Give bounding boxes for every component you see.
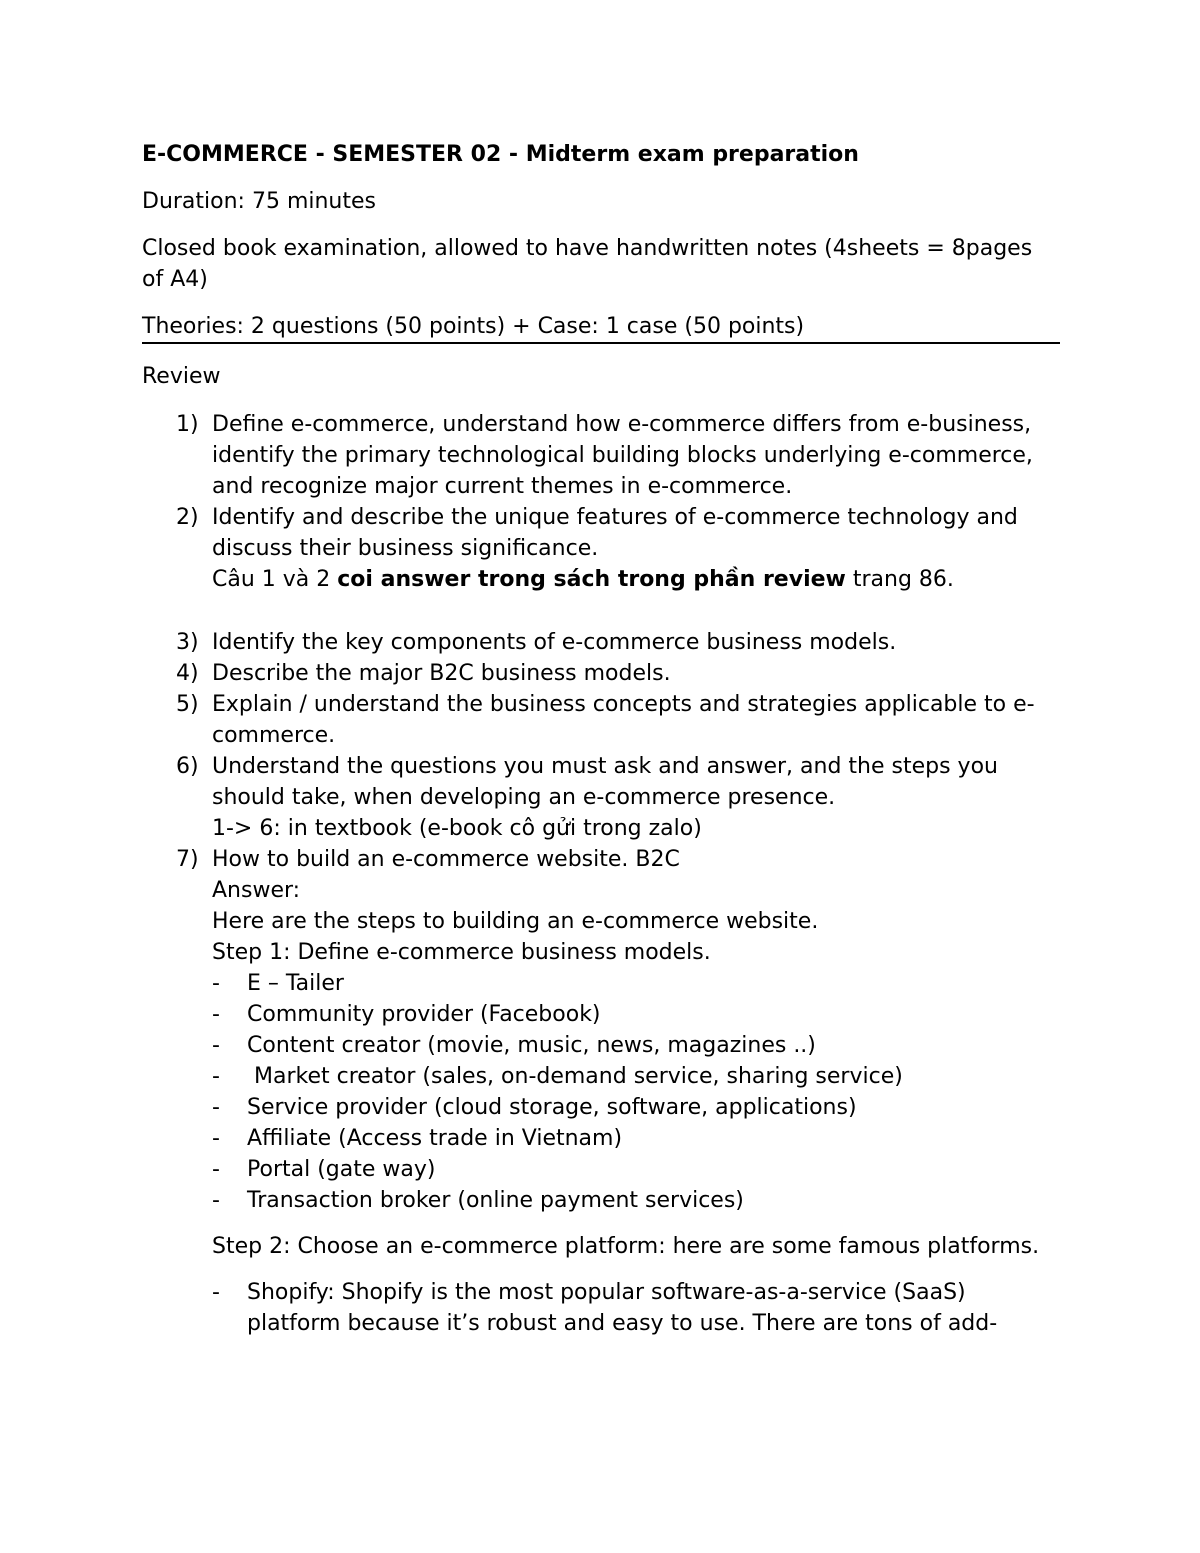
spacer xyxy=(212,1262,1060,1277)
review-list xyxy=(142,409,1060,1339)
list-item-text: Community provider (Facebook) xyxy=(247,1002,601,1027)
dash-bullet: - xyxy=(212,1126,220,1151)
spacer xyxy=(142,595,1060,627)
exam-structure-line: Theories: 2 questions (50 points) + Case: 1 case (50 points) xyxy=(142,311,1060,344)
dash-bullet: - xyxy=(212,971,220,996)
review-item-7 xyxy=(142,844,1060,1339)
answer-label: Answer: xyxy=(212,878,301,903)
item-note: 1-> 6: in textbook (e-book cô gửi trong zalo) xyxy=(212,816,702,841)
list-item xyxy=(212,1277,1060,1339)
dash-bullet: - xyxy=(212,1280,220,1305)
list-item xyxy=(212,1061,1060,1092)
item-number: 1) xyxy=(176,412,199,437)
item-text: Identify and describe the unique features of e-commerce technology and discuss their business significance. xyxy=(212,505,1018,561)
list-item-text: Transaction broker (online payment services) xyxy=(247,1188,744,1213)
step-2: Step 2: Choose an e-commerce platform: here are some famous platforms. xyxy=(212,1234,1040,1259)
list-item-text: E – Tailer xyxy=(247,971,344,996)
item-number: 2) xyxy=(176,505,199,530)
duration-line: Duration: 75 minutes xyxy=(142,189,376,214)
review-item-1 xyxy=(142,409,1060,502)
list-item xyxy=(212,1092,1060,1123)
list-item xyxy=(212,1154,1060,1185)
review-item-3 xyxy=(142,627,1060,658)
document-page xyxy=(142,139,1060,1339)
list-item xyxy=(212,999,1060,1030)
dash-bullet: - xyxy=(212,1064,220,1089)
list-item-text: Affiliate (Access trade in Vietnam) xyxy=(247,1126,623,1151)
note-bold: coi answer trong sách trong phần review xyxy=(337,567,846,592)
list-item-text: Market creator (sales, on-demand service, sharing service) xyxy=(247,1064,903,1089)
list-item xyxy=(212,1185,1060,1216)
dash-bullet: - xyxy=(212,1033,220,1058)
step-1: Step 1: Define e-commerce business models. xyxy=(212,940,711,965)
list-item-text: Shopify: Shopify is the most popular software-as-a-service (SaaS) platform because it’s robust and easy to use. There are tons of add- xyxy=(247,1280,998,1336)
business-models-list xyxy=(212,968,1060,1216)
item-number: 4) xyxy=(176,661,199,686)
answer-intro: Here are the steps to building an e-commerce website. xyxy=(212,909,819,934)
review-item-4 xyxy=(142,658,1060,689)
item-text: Understand the questions you must ask and answer, and the steps you should take, when developing an e-commerce presence. xyxy=(212,754,998,810)
item-text: Explain / understand the business concepts and strategies applicable to e-commerce. xyxy=(212,692,1035,748)
list-item-text: Service provider (cloud storage, software, applications) xyxy=(247,1095,857,1120)
review-item-2 xyxy=(142,502,1060,595)
dash-bullet: - xyxy=(212,1095,220,1120)
item-number: 5) xyxy=(176,692,199,717)
closed-book-note: Closed book examination, allowed to have handwritten notes (4sheets = 8pages of A4) xyxy=(142,236,1033,292)
item-number: 7) xyxy=(176,847,199,872)
list-item-text: Portal (gate way) xyxy=(247,1157,436,1182)
spacer xyxy=(212,1216,1060,1231)
item-text: How to build an e-commerce website. B2C xyxy=(212,847,680,872)
list-item xyxy=(212,1123,1060,1154)
document-title: E-COMMERCE - SEMESTER 02 - Midterm exam preparation xyxy=(142,142,859,167)
review-item-5 xyxy=(142,689,1060,751)
note-suffix: trang 86. xyxy=(845,567,954,592)
item-note xyxy=(212,564,1060,595)
item-number: 3) xyxy=(176,630,199,655)
review-item-6 xyxy=(142,751,1060,844)
list-item xyxy=(212,968,1060,999)
review-heading: Review xyxy=(142,364,221,389)
list-item-text: Content creator (movie, music, news, magazines ..) xyxy=(247,1033,816,1058)
item-text: Identify the key components of e-commerce business models. xyxy=(212,630,897,655)
item-text: Describe the major B2C business models. xyxy=(212,661,671,686)
note-prefix: Câu 1 và 2 xyxy=(212,567,338,592)
dash-bullet: - xyxy=(212,1002,220,1027)
item-number: 6) xyxy=(176,754,199,779)
dash-bullet: - xyxy=(212,1157,220,1182)
platforms-list xyxy=(212,1277,1060,1339)
list-item xyxy=(212,1030,1060,1061)
item-text: Define e-commerce, understand how e-commerce differs from e-business, identify the primary technological building blocks underlying e-commerce, and recognize major current themes in e-commerce. xyxy=(212,412,1033,499)
dash-bullet: - xyxy=(212,1188,220,1213)
